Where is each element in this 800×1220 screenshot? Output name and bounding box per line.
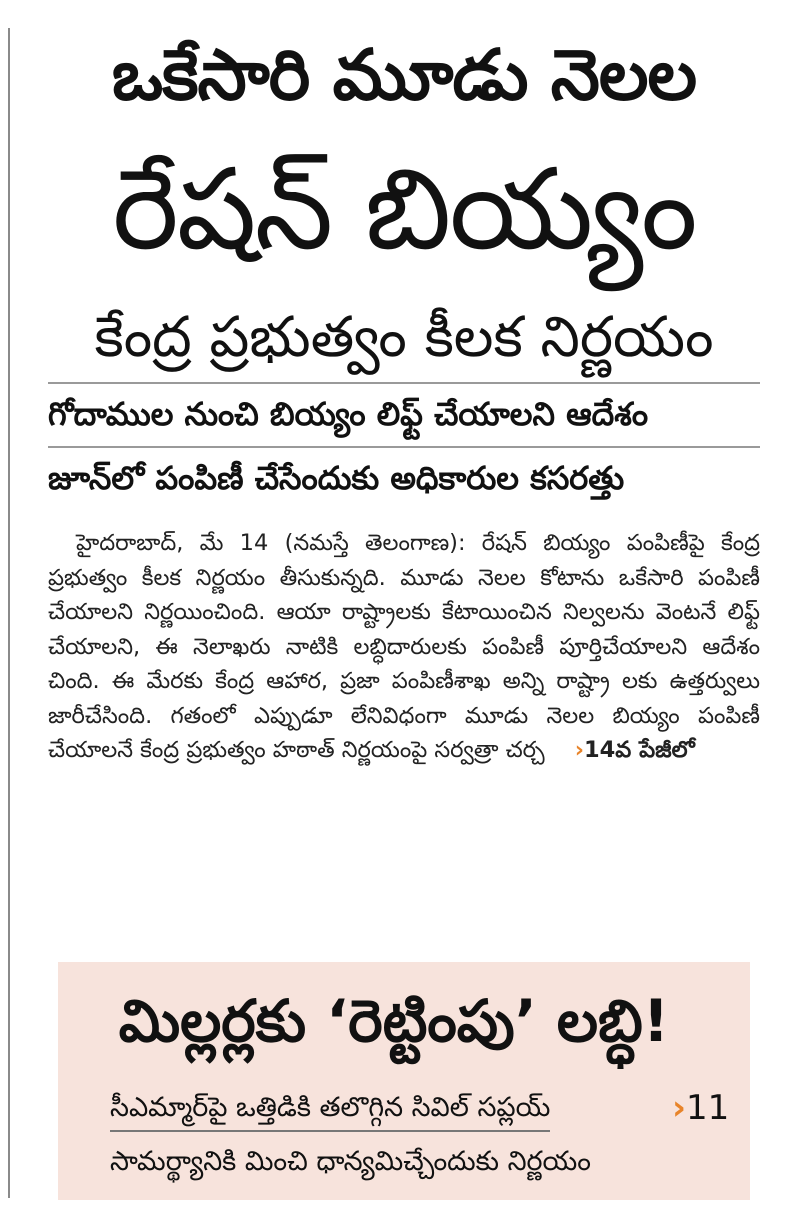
sidebar-headline: మిల్లర్లకు ‘రెట్టింపు’ లబ్ధి! <box>118 987 670 1055</box>
article-kicker: ఒకేసారి మూడు నెలల <box>111 34 697 116</box>
article-subhead: కేంద్ర ప్రభుత్వం కీలక నిర్ణయం <box>94 305 714 370</box>
sidebar-deck-1: సీఎమ్మార్‌పై ఒత్తిడికి తలొగ్గిన సివిల్ సప్లయ్ <box>110 1088 550 1132</box>
continued-on-page[interactable] <box>575 737 695 763</box>
sidebar-deck-2: సామర్థ్యానికి మించి ధాన్యమిచ్చేందుకు నిర్ణయం <box>110 1146 591 1177</box>
sidebar-box <box>58 962 750 1200</box>
main-article <box>48 20 760 768</box>
article-deck-1: గోదాముల నుంచి బియ్యం లిఫ్ట్ చేయాలని ఆదేశం <box>48 395 649 433</box>
chevron-right-icon: › <box>574 737 584 763</box>
article-deck-2: జూన్‌లో పంపిణీ చేసేందుకు అధికారుల కసరత్తు <box>48 459 625 497</box>
sidebar-page-ref[interactable] <box>672 1086 729 1130</box>
article-body <box>48 526 760 768</box>
article-headline: రేషన్ బియ్యం <box>112 145 696 275</box>
continued-label: 14వ పేజీలో <box>583 737 695 763</box>
sidebar-page-number: 11 <box>686 1088 730 1128</box>
chevron-right-icon: › <box>672 1088 687 1128</box>
article-body-text: హైదరాబాద్, మే 14 (నమస్తే తెలంగాణ): రేషన్ బియ్యం పంపిణీపై కేంద్ర ప్రభుత్వం కీలక నిర్ణయం తీసుకున్నది. మూడు నెలల కోటాను ఒకేసారి పంపిణీ చేయాలని నిర్ణయించింది. ఆయా రాష్ట్రాలకు కేటాయించిన నిల్వలను వెంటనే లిఫ్ట్ చేయాలని, ఈ నెలాఖరు నాటికి లబ్ధిదారులకు పంపిణీ పూర్తిచేయాలని ఆదేశం చింది. ఈ మేరకు కేంద్ర ఆహార, ప్రజా పంపిణీశాఖ అన్ని రాష్ట్రా లకు ఉత్తర్వులు జారీచేసింది. గతంలో ఎప్పుడూ లేనివిధంగా మూడు నెలల బియ్యం పంపిణీ చేయాలనే కేంద్ర ప్రభుత్వం హఠాత్ నిర్ణయంపై సర్వత్రా చర్చ <box>48 530 760 763</box>
page-left-rule <box>8 28 10 1198</box>
